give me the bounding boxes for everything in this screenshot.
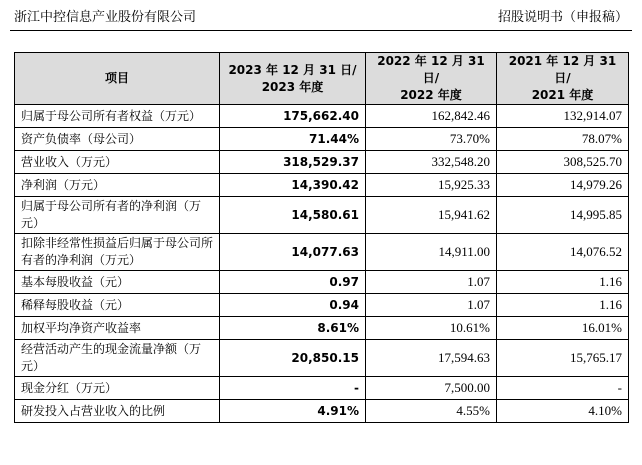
row-label: 经营活动产生的现金流量净额（万元）	[15, 340, 220, 377]
value-2023: 8.61%	[220, 317, 366, 340]
row-label: 扣除非经常性损益后归属于母公司所有者的净利润（万元）	[15, 234, 220, 271]
document-type: 招股说明书（申报稿）	[497, 10, 628, 25]
table-row	[15, 317, 629, 340]
value-2023: 14,077.63	[220, 234, 366, 271]
value-2022: 15,941.62	[366, 197, 497, 234]
document-header	[10, 6, 632, 31]
value-2023: -	[220, 377, 366, 400]
value-2021: 16.01%	[497, 317, 629, 340]
value-2021: 1.16	[497, 271, 629, 294]
value-2021: -	[497, 377, 629, 400]
table-row	[15, 377, 629, 400]
value-2021: 14,995.85	[497, 197, 629, 234]
value-2021: 14,979.26	[497, 174, 629, 197]
value-2023: 0.97	[220, 271, 366, 294]
row-label: 营业收入（万元）	[15, 151, 220, 174]
table-header-row	[15, 53, 629, 105]
column-header-2023: 2023 年 12 月 31 日/ 2023 年度	[220, 53, 366, 105]
row-label: 归属于母公司所有者权益（万元）	[15, 105, 220, 128]
table-row	[15, 400, 629, 423]
company-name: 浙江中控信息产业股份有限公司	[14, 10, 197, 25]
column-header-2021: 2021 年 12 月 31 日/ 2021 年度	[497, 53, 629, 105]
value-2022: 14,911.00	[366, 234, 497, 271]
value-2023: 14,390.42	[220, 174, 366, 197]
value-2022: 1.07	[366, 271, 497, 294]
table-row	[15, 105, 629, 128]
value-2023: 20,850.15	[220, 340, 366, 377]
value-2023: 175,662.40	[220, 105, 366, 128]
row-label: 加权平均净资产收益率	[15, 317, 220, 340]
row-label: 稀释每股收益（元）	[15, 294, 220, 317]
table-row	[15, 174, 629, 197]
value-2022: 1.07	[366, 294, 497, 317]
table-row	[15, 340, 629, 377]
column-header-item: 项目	[15, 53, 220, 105]
table-row	[15, 197, 629, 234]
column-header-2022: 2022 年 12 月 31 日/ 2022 年度	[366, 53, 497, 105]
value-2022: 4.55%	[366, 400, 497, 423]
row-label: 基本每股收益（元）	[15, 271, 220, 294]
value-2023: 318,529.37	[220, 151, 366, 174]
value-2022: 7,500.00	[366, 377, 497, 400]
value-2022: 15,925.33	[366, 174, 497, 197]
table-row	[15, 271, 629, 294]
row-label: 研发投入占营业收入的比例	[15, 400, 220, 423]
value-2021: 4.10%	[497, 400, 629, 423]
value-2023: 0.94	[220, 294, 366, 317]
value-2021: 1.16	[497, 294, 629, 317]
value-2021: 15,765.17	[497, 340, 629, 377]
value-2021: 14,076.52	[497, 234, 629, 271]
table-row	[15, 128, 629, 151]
row-label: 归属于母公司所有者的净利润（万元）	[15, 197, 220, 234]
row-label: 资产负债率（母公司）	[15, 128, 220, 151]
financial-summary-table	[14, 52, 629, 423]
value-2021: 78.07%	[497, 128, 629, 151]
table-row	[15, 234, 629, 271]
row-label: 现金分红（万元）	[15, 377, 220, 400]
value-2022: 73.70%	[366, 128, 497, 151]
value-2022: 10.61%	[366, 317, 497, 340]
value-2023: 4.91%	[220, 400, 366, 423]
value-2022: 17,594.63	[366, 340, 497, 377]
row-label: 净利润（万元）	[15, 174, 220, 197]
value-2023: 71.44%	[220, 128, 366, 151]
table-row	[15, 294, 629, 317]
value-2022: 332,548.20	[366, 151, 497, 174]
value-2022: 162,842.46	[366, 105, 497, 128]
value-2023: 14,580.61	[220, 197, 366, 234]
value-2021: 308,525.70	[497, 151, 629, 174]
table-row	[15, 151, 629, 174]
value-2021: 132,914.07	[497, 105, 629, 128]
